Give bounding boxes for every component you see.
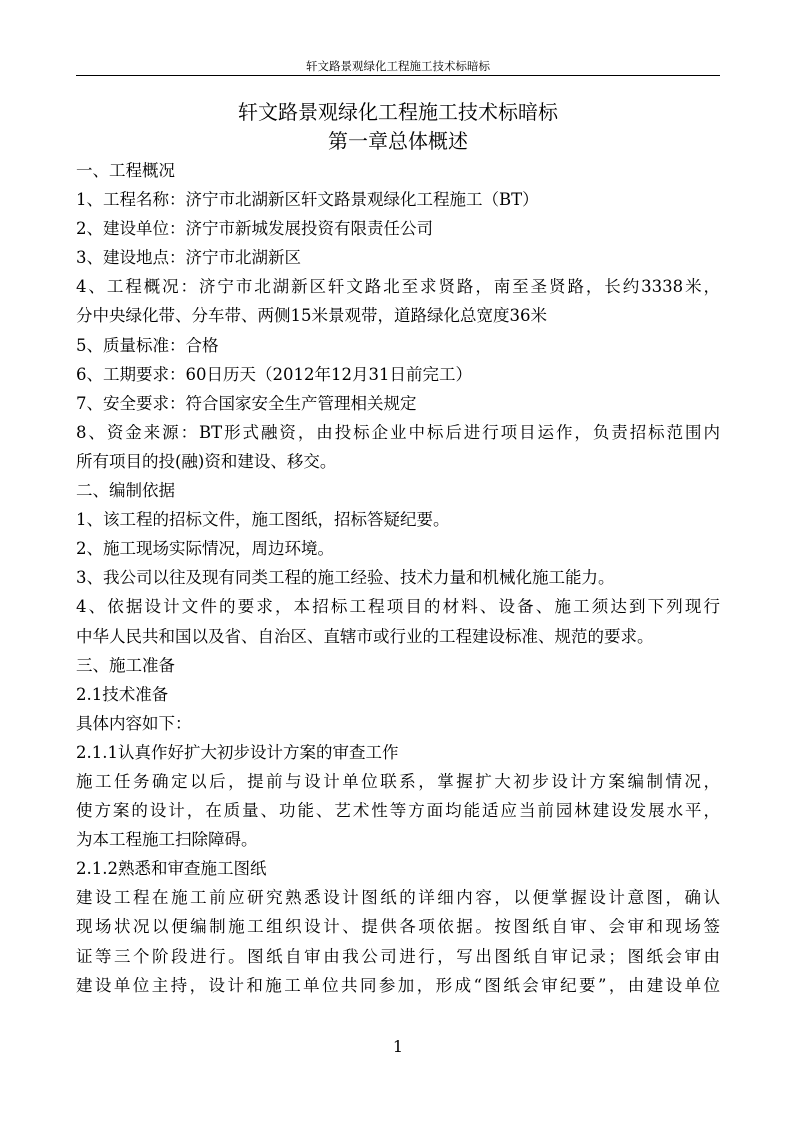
paragraph-line: 2、建设单位：济宁市新城发展投资有限责任公司 xyxy=(76,219,433,239)
section-heading: 二、编制依据 xyxy=(76,481,175,501)
paragraph-line: 建设单位主持，设计和施工单位共同参加，形成“图纸会审纪要”，由建设单位 xyxy=(76,975,720,995)
paragraph-line: 1、工程名称：济宁市北湖新区轩文路景观绿化工程施工（BT） xyxy=(76,190,539,210)
paragraph-line: 中华人民共和国以及省、自治区、直辖市或行业的工程建设标准、规范的要求。 xyxy=(76,626,654,646)
document-body xyxy=(76,156,720,1000)
paragraph-line: 施工任务确定以后，提前与设计单位联系，掌握扩大初步设计方案编制情况， xyxy=(76,771,720,791)
paragraph-line: 所有项目的投(融)资和建设、移交。 xyxy=(76,451,337,471)
paragraph-line: 1、该工程的招标文件，施工图纸，招标答疑纪要。 xyxy=(76,510,450,530)
paragraph-line: 建设工程在施工前应研究熟悉设计图纸的详细内容，以便掌握设计意图，确认 xyxy=(76,888,720,908)
paragraph-line: 证等三个阶段进行。图纸自审由我公司进行，写出图纸自审记录；图纸会审由 xyxy=(76,946,720,966)
paragraph-line: 具体内容如下： xyxy=(76,713,192,733)
paragraph-line: 4、工程概况：济宁市北湖新区轩文路北至求贤路，南至圣贤路，长约3338米， xyxy=(76,277,720,297)
document-title: 轩文路景观绿化工程施工技术标暗标 xyxy=(238,100,558,124)
paragraph-line: 8、资金来源：BT形式融资，由投标企业中标后进行项目运作，负责招标范围内 xyxy=(76,422,720,442)
paragraph-line: 7、安全要求：符合国家安全生产管理相关规定 xyxy=(76,393,417,413)
header-rule xyxy=(76,75,720,76)
section-heading: 一、工程概况 xyxy=(76,161,175,180)
subsection-heading: 2.1技术准备 xyxy=(76,684,169,704)
paragraph-line: 6、工期要求：60日历天（2012年12月31日前完工） xyxy=(76,364,472,384)
page-header: 轩文路景观绿化工程施工技术标暗标 xyxy=(306,59,490,73)
paragraph-line: 3、我公司以往及现有同类工程的施工经验、技术力量和机械化施工能力。 xyxy=(76,568,615,588)
paragraph-line: 2、施工现场实际情况，周边环境。 xyxy=(76,539,334,559)
subsection-heading: 2.1.2熟悉和审查施工图纸 xyxy=(76,859,267,879)
paragraph-line: 分中央绿化带、分车带、两侧15米景观带，道路绿化总宽度36米 xyxy=(76,306,547,326)
paragraph-line: 3、建设地点：济宁市北湖新区 xyxy=(76,248,301,268)
paragraph-line: 使方案的设计，在质量、功能、艺术性等方面均能适应当前园林建设发展水平， xyxy=(76,801,720,821)
chapter-title: 第一章总体概述 xyxy=(328,129,468,153)
subsection-heading: 2.1.1认真作好扩大初步设计方案的审查工作 xyxy=(76,742,399,762)
paragraph-line: 现场状况以便编制施工组织设计、提供各项依据。按图纸自审、会审和现场签 xyxy=(76,917,720,937)
page-number: 1 xyxy=(392,1037,404,1056)
section-heading: 三、施工准备 xyxy=(76,655,175,675)
paragraph-line: 4、依据设计文件的要求，本招标工程项目的材料、设备、施工须达到下列现行 xyxy=(76,597,720,617)
paragraph-line: 5、质量标准：合格 xyxy=(76,335,219,355)
paragraph-line: 为本工程施工扫除障碍。 xyxy=(76,830,258,850)
